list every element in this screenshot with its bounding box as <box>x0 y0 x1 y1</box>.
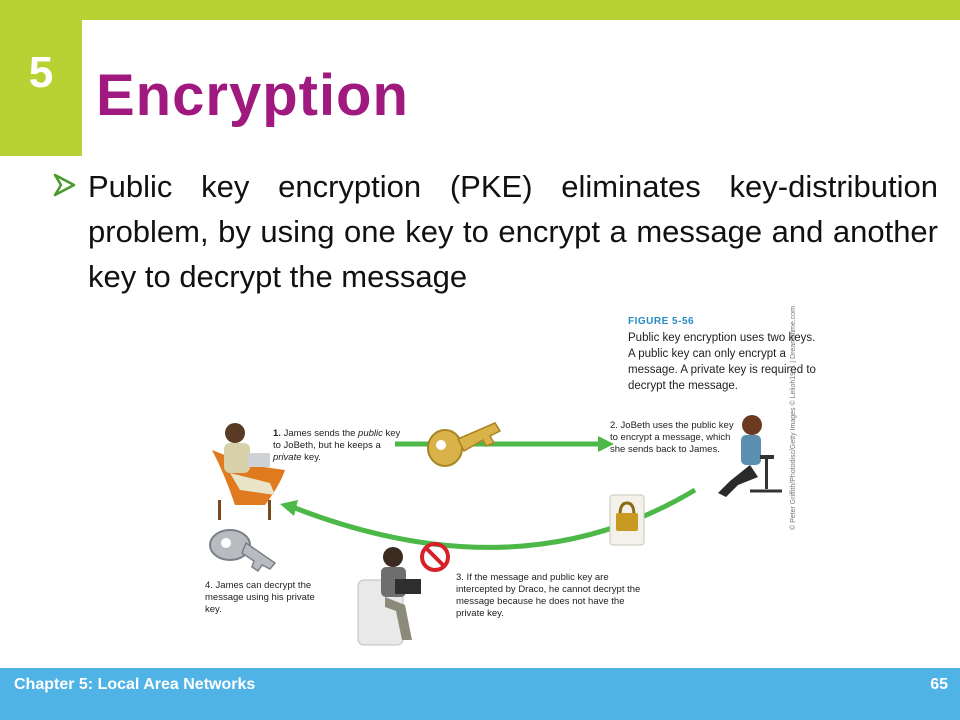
page-number: 65 <box>930 676 948 693</box>
step-1-number: 1. <box>273 428 281 439</box>
draco-figure <box>358 547 421 645</box>
step-1-part-c: key to JoBeth, but he keeps a <box>273 428 401 451</box>
step-1-part-e: key. <box>304 452 321 463</box>
footer-chapter: Chapter 5: Local Area Networks <box>14 676 256 693</box>
bullet-arrow-icon <box>52 172 78 198</box>
step-1-text <box>273 428 403 464</box>
step-4-text: 4. James can decrypt the message using his private key. <box>205 580 315 615</box>
bullet-text: Public key encryption (PKE) eliminates key-distribution problem, by using one key to encrypt a message and another key to decrypt the message <box>88 169 938 294</box>
step-3-text: 3. If the message and public key are intercepted by Draco, he cannot decrypt the message because he does not have the private key. <box>456 572 641 619</box>
step-1-part-b: public <box>358 428 383 439</box>
silver-key-icon <box>210 530 275 571</box>
top-accent-bar <box>0 0 960 20</box>
padlock-icon <box>610 495 644 545</box>
prohibited-icon <box>422 544 448 570</box>
chapter-number: 5 <box>28 48 54 97</box>
figure-label: FIGURE 5-56 <box>628 316 695 327</box>
figure-caption: Public key encryption uses two keys. A public key can only encrypt a message. A private key is required to decrypt the message. <box>628 332 816 392</box>
step-2-text: 2. JoBeth uses the public key to encrypt a message, which she sends back to James. <box>610 420 734 455</box>
step-1-part-a: James sends the <box>283 428 356 439</box>
step-1-part-d: private <box>273 452 302 463</box>
gold-key-icon <box>428 423 500 466</box>
photo-credit: © Peter Griffith/Photodisc/Getty Images © Lelioh1911 | Dreamstime.com <box>790 306 797 530</box>
slide-title: Encryption <box>96 63 409 128</box>
